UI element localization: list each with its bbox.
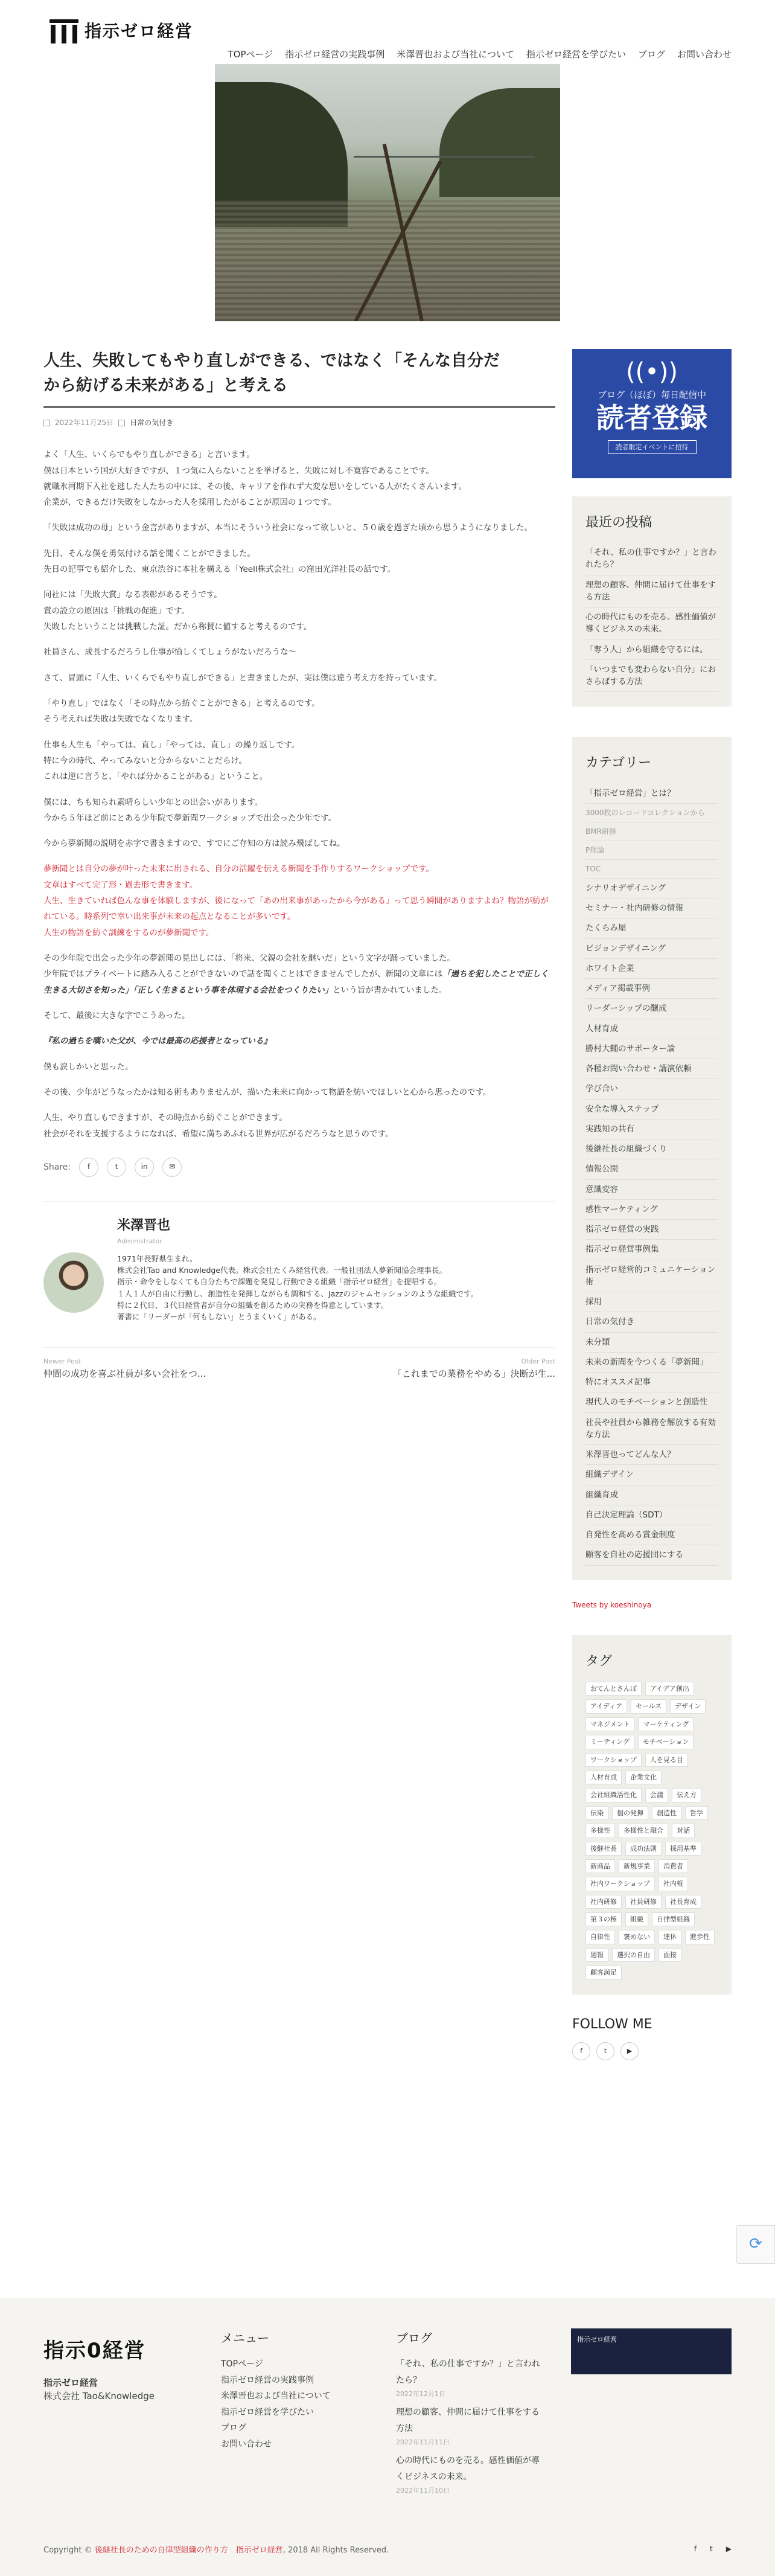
tag-link[interactable]: モチベーション bbox=[638, 1735, 694, 1749]
category-link[interactable]: 指示ゼロ経営事例集 bbox=[585, 1240, 718, 1260]
facebook-icon[interactable]: f bbox=[694, 2545, 697, 2553]
category-link[interactable]: 「指示ゼロ経営」とは？ bbox=[585, 784, 718, 804]
post-paragraph: 僕も涙しかいと思った。 bbox=[43, 1062, 133, 1072]
category-link[interactable]: 自己決定理論（SDT） bbox=[585, 1505, 718, 1525]
tag-link[interactable]: マーケティング bbox=[639, 1717, 694, 1731]
post-paragraph: そして、最後に大きな字でこうあった。 bbox=[43, 1010, 190, 1020]
tag-link[interactable]: 人材育成 bbox=[585, 1770, 622, 1784]
tag-link[interactable]: 社内報 bbox=[659, 1877, 688, 1891]
author-box bbox=[43, 1201, 555, 1323]
footer-social bbox=[694, 2543, 732, 2555]
category-link[interactable]: 組織デザイン bbox=[585, 1465, 718, 1485]
category-link[interactable]: 未来の新聞を今つくる「夢新聞」 bbox=[585, 1353, 718, 1373]
tag-link[interactable]: 社長育成 bbox=[665, 1895, 701, 1909]
category-widget bbox=[572, 737, 732, 1580]
tag-link[interactable]: 会議 bbox=[645, 1788, 668, 1802]
tag-link[interactable]: 消費者 bbox=[659, 1859, 688, 1873]
category-link[interactable]: 特にオススメ記事 bbox=[585, 1373, 718, 1392]
post-meta bbox=[43, 417, 555, 429]
category-title: カテゴリー bbox=[585, 755, 652, 771]
logo-text: 指示ゼロ経営 bbox=[85, 21, 194, 41]
nav-about[interactable]: 米澤晋也および当社について bbox=[397, 49, 514, 60]
tag-link[interactable]: 社内研修 bbox=[585, 1895, 622, 1909]
tag-link[interactable]: 会社組織活性化 bbox=[585, 1788, 642, 1802]
tag-link[interactable]: 社内ワークショップ bbox=[585, 1877, 655, 1891]
tag-link[interactable]: 哲学 bbox=[685, 1806, 708, 1820]
tag-link[interactable]: おてんとさんぽ bbox=[585, 1682, 642, 1696]
footer-blog-item[interactable]: 「それ、私の仕事ですか？」と言われたら？ bbox=[396, 2359, 540, 2385]
category-link[interactable]: 各種お問い合わせ・講演依頼 bbox=[585, 1059, 718, 1079]
category-link[interactable]: リーダーシップの醸成 bbox=[585, 999, 718, 1019]
tag-link[interactable]: 社員研修 bbox=[625, 1895, 662, 1909]
twitter-icon[interactable]: t bbox=[710, 2545, 713, 2553]
tag-link[interactable]: 週報 bbox=[585, 1948, 608, 1962]
tag-link[interactable]: セールス bbox=[631, 1699, 666, 1713]
post-paragraph: その少年院で出会った少年の夢新聞の見出しには、「将来、父親の会社を継いだ」という文字が踊っていました。 少年院ではプライベートに踏み入ることができないので話を聞くことはできませんでしたが、新聞の文章には「過ちを犯したことで正しく生きる大切さを知った」「正しく生きるという事を体現する会社をつくりたい」という旨が書かれていました。 bbox=[43, 953, 549, 995]
twitter-timeline-link[interactable]: Tweets by koeshinoya bbox=[572, 1600, 652, 1609]
category-link[interactable]: 指示ゼロ経営の実践 bbox=[585, 1220, 718, 1240]
category-link[interactable]: 組織育成 bbox=[585, 1485, 718, 1505]
youtube-icon[interactable]: ▶ bbox=[620, 2042, 639, 2060]
calendar-icon bbox=[43, 420, 50, 426]
category-link[interactable]: 現代人のモチベーションと創造性 bbox=[585, 1392, 718, 1412]
tag-link[interactable]: 顧客満足 bbox=[585, 1966, 622, 1979]
category-link[interactable]: TOC bbox=[585, 860, 718, 879]
tag-link[interactable]: 選択の自由 bbox=[612, 1948, 655, 1962]
category-link[interactable]: BMR研修 bbox=[585, 822, 718, 841]
twitter-icon[interactable]: t bbox=[107, 1158, 126, 1177]
post-paragraph: さて、冒頭に「人生、いくらでもやり直しができる」と書きましたが、実は僕は違う考え方を持っています。 bbox=[43, 673, 442, 683]
tag-link[interactable]: 多様性と融合 bbox=[619, 1824, 668, 1837]
copyright-link[interactable]: 後継社長のための自律型組織の作り方 指示ゼロ経営 bbox=[94, 2546, 283, 2555]
tag-link[interactable]: ワークショップ bbox=[585, 1753, 642, 1767]
category-link[interactable]: セミナー・社内研修の情報 bbox=[585, 899, 718, 918]
category-link[interactable]: ビジョンデザイニング bbox=[585, 939, 718, 959]
footer-blog-item[interactable]: 理想の顧客、仲間に届けて仕事をする方法 bbox=[396, 2408, 540, 2433]
category-link[interactable]: 人材育成 bbox=[585, 1019, 718, 1039]
post-paragraph: 「失敗は成功の母」という金言がありますが、本当にそういう社会になって欲しいと、５０歳を過ぎた頃から思うようになりました。 bbox=[43, 523, 532, 533]
tag-link[interactable]: 対話 bbox=[672, 1824, 695, 1837]
copyright: Copyright © 後継社長のための自律型組織の作り方 指示ゼロ経営, 2018 All Rights Reserved. bbox=[43, 2546, 389, 2555]
author-role: Administrator bbox=[117, 1237, 162, 1245]
follow-widget bbox=[572, 2014, 732, 2060]
nav-learn[interactable]: 指示ゼロ経営を学びたい bbox=[526, 49, 626, 60]
dream-newspaper-note: 夢新聞とは自分の夢が叶った未来に出される、自分の活躍を伝える新聞を手作りするワークショップです。 文章はすべて完了形・過去形で書きます。 人生、生きていれば色んな事を体験しますが、後になって「あの出来事があったから今がある」って思う瞬間がありますよね？物語が紡がれている。時系列で幸い出来事が未来の起点となることが多いです。 人生の物語を紡ぐ訓練をするのが夢新聞です。 bbox=[43, 864, 549, 938]
footer-company-2: 株式会社 Tao&Knowledge bbox=[43, 2391, 155, 2401]
post-paragraph: その後、少年がどうなったかは知る術もありませんが、描いた未来に向かって物語を紡いでほしいと心から思ったのです。 bbox=[43, 1087, 491, 1097]
post-paragraph: 同社には「失敗大賞」なる表彰があるそうです。 賞の設立の原因は「挑戦の促進」です。 失敗したということは挑戦した証。だから称賛に値すると考えるのです。 bbox=[43, 590, 312, 632]
youtube-icon[interactable]: ▶ bbox=[726, 2545, 732, 2553]
footer-menu-item[interactable]: お問い合わせ bbox=[221, 2439, 272, 2449]
recent-post-link[interactable]: 「それ、私の仕事ですか？」と言われたら？ bbox=[585, 543, 718, 575]
follow-title: FOLLOW ME bbox=[572, 2016, 652, 2032]
category-link[interactable]: 未分類 bbox=[585, 1333, 718, 1353]
tag-link[interactable]: 褒めない bbox=[619, 1930, 655, 1944]
avatar bbox=[43, 1252, 104, 1313]
mail-icon[interactable]: ✉ bbox=[162, 1158, 182, 1177]
tag-link[interactable]: 面接 bbox=[659, 1948, 681, 1962]
footer-blog-item[interactable]: 心の時代にものを売る。感性価値が導くビジネスの未来。 bbox=[396, 2456, 540, 2482]
category-link[interactable]: 実践知の共有 bbox=[585, 1120, 718, 1139]
subscribe-banner[interactable]: ((•)) ブログ（ほぼ）毎日配信中 読者登録 読者限定イベントに招待 bbox=[572, 349, 732, 478]
article bbox=[43, 349, 555, 1381]
category-link[interactable]: シナリオデザイニング bbox=[585, 879, 718, 899]
sidebar bbox=[572, 349, 732, 2060]
footer-promo-video[interactable]: 指示ゼロ経営 bbox=[571, 2328, 732, 2374]
facebook-icon[interactable]: f bbox=[79, 1158, 98, 1177]
category-link[interactable]: 勝村大輔のサポーター論 bbox=[585, 1039, 718, 1059]
hero-image-railway bbox=[215, 64, 560, 321]
tag-link[interactable]: 多様性 bbox=[585, 1824, 615, 1837]
tag-title: タグ bbox=[585, 1653, 613, 1669]
nav-blog[interactable]: ブログ bbox=[637, 49, 665, 60]
post-paragraph: 社員さん、成長するだろうし仕事が愉しくてしょうがないだろうな〜 bbox=[43, 647, 297, 658]
category-link[interactable]: メディア掲載事例 bbox=[585, 979, 718, 999]
author-name[interactable]: 米澤晋也 bbox=[117, 1217, 171, 1233]
tag-link[interactable]: 伝染 bbox=[585, 1806, 608, 1820]
post-paragraph: 「やり直し」ではなく「その時点から紡ぐことができる」と考えるのです。 そう考えれば失敗は失敗でなくなります。 bbox=[43, 698, 320, 725]
site-logo[interactable] bbox=[49, 18, 193, 45]
tag-link[interactable]: 新商品 bbox=[585, 1859, 615, 1873]
category-link[interactable]: 採用 bbox=[585, 1292, 718, 1312]
tag-link[interactable]: 組織 bbox=[625, 1912, 648, 1926]
nav-top[interactable]: TOPページ bbox=[228, 49, 273, 60]
recent-post-link[interactable]: 「奪う人」から組織を守るには。 bbox=[585, 640, 718, 660]
post-category[interactable]: 日常の気付き bbox=[130, 418, 174, 427]
linkedin-icon[interactable]: in bbox=[135, 1158, 154, 1177]
footer-company: 指示ゼロ経営 bbox=[43, 2377, 98, 2388]
folder-icon bbox=[118, 420, 125, 426]
wifi-icon: ((•)) bbox=[625, 358, 678, 386]
tag-link[interactable]: 採用基準 bbox=[665, 1842, 701, 1856]
post-title: 人生、失敗してもやり直しができる、ではなく「そんな自分だ から紡げる未来がある」と考える bbox=[43, 349, 555, 408]
tag-link[interactable]: 個の発揮 bbox=[612, 1806, 648, 1820]
global-nav bbox=[228, 47, 732, 62]
italic-quote: 『私の過ちを嘆いた父が、今では最高の応援者となっている』 bbox=[43, 1036, 272, 1046]
category-link[interactable]: 3000枚のレコードコレクションから bbox=[585, 804, 718, 822]
post-paragraph: 人生、やり直しもできますが、その時点から紡ぐことができます。 社会がそれを支援するようになれば、希望に満ちあふれる世界が広がるだろうなと思うのです。 bbox=[43, 1113, 394, 1139]
post-navigation bbox=[43, 1347, 555, 1382]
post-paragraph: 今から夢新聞の説明を赤字で書きますので、すでにご存知の方は読み飛ばしてね。 bbox=[43, 839, 345, 849]
recent-post-link[interactable]: 理想の顧客、仲間に届けて仕事をする方法 bbox=[585, 575, 718, 608]
tag-link[interactable]: 自律性 bbox=[585, 1930, 615, 1944]
footer-menu-item[interactable]: 指示ゼロ経営を学びたい bbox=[221, 2407, 314, 2417]
footer-blog: ブログ 「それ、私の仕事ですか？」と言われたら？ 2022年12月1日 理想の顧客、仲間に届けて仕事をする方法 2022年11月11日 心の時代にものを売る。感性価値が導くビジネスの未来。 2022年11月10日 bbox=[396, 2331, 540, 2495]
tag-link[interactable]: 第３の極 bbox=[585, 1912, 622, 1926]
site-footer bbox=[0, 2298, 775, 2576]
tag-link[interactable]: 成功法則 bbox=[625, 1842, 662, 1856]
category-link[interactable]: 日常の気付き bbox=[585, 1312, 718, 1332]
tag-link[interactable]: 自律型組織 bbox=[652, 1912, 695, 1926]
post-paragraph: 仕事も人生も「やっては、直し」「やっては、直し」の繰り返しです。 特に今の時代、やってみないと分からないことだらけ。 これは逆に言うと、「やれば分かることがある」ということ。 bbox=[43, 740, 300, 782]
tag-link[interactable]: ミーティング bbox=[585, 1735, 634, 1749]
footer-menu-item[interactable]: 指示ゼロ経営の実践事例 bbox=[221, 2375, 314, 2385]
category-link[interactable]: 学び合い bbox=[585, 1079, 718, 1099]
logo-pillars-icon bbox=[49, 19, 78, 43]
footer-logo[interactable]: 指示0経営 bbox=[43, 2339, 146, 2363]
tag-link[interactable]: 連休 bbox=[659, 1930, 681, 1944]
category-link[interactable]: 感性マーケティング bbox=[585, 1200, 718, 1220]
author-bio: 1971年長野県生まれ。 株式会社Tao and Knowledge代表。株式会社たくみ経営代表。一般社団法人夢新聞協会理事長。 指示・命令をしなくても自分たちで課題を発見し行動できる組織「指示ゼロ経営」を提唱する。 １人１人が自由に行動し、創造性を発揮しながらも調和する、Jazzのジャムセッションのような組織です。 特に２代目、３代目経営者が自分の組織を創るための実務を得意としています。 著書に「リーダーが「何もしない」とうまくいく」がある。 bbox=[117, 1254, 478, 1322]
post-body bbox=[43, 447, 555, 1142]
next-post-link[interactable]: Older Post 「これまでの業務をやめる」決断が生... bbox=[392, 1357, 555, 1380]
recent-posts-widget bbox=[572, 496, 732, 706]
share-label: Share: bbox=[43, 1162, 71, 1172]
post-paragraph: 先日、そんな僕を勇気付ける話を聞くことができました。 先日の記事でも紹介した、東京渋谷に本社を構える「Yeell株式会社」の窪田光洋社長の話です。 bbox=[43, 548, 395, 575]
category-link[interactable]: 顧客を自社の応援団にする bbox=[585, 1545, 718, 1565]
category-link[interactable]: ホワイト企業 bbox=[585, 959, 718, 979]
category-link[interactable]: 社長や社員から雑務を解放する有効な方法 bbox=[585, 1413, 718, 1446]
recaptcha-badge[interactable]: ⟳ bbox=[736, 2225, 775, 2264]
tag-link[interactable]: デザイン bbox=[670, 1699, 706, 1713]
category-link[interactable]: 指示ゼロ経営的コミュニケーション術 bbox=[585, 1260, 718, 1293]
nav-contact[interactable]: お問い合わせ bbox=[677, 49, 732, 60]
tag-link[interactable]: 後継社長 bbox=[585, 1842, 622, 1856]
tag-widget bbox=[572, 1635, 732, 1994]
post-date: 2022年11月25日 bbox=[55, 418, 114, 427]
category-link[interactable]: 意識変容 bbox=[585, 1180, 718, 1200]
recent-post-link[interactable]: 「いつまでも変わらない自分」におさらばする方法 bbox=[585, 660, 718, 693]
category-link[interactable]: 後継社長の組織づくり bbox=[585, 1139, 718, 1159]
tag-link[interactable]: 創造性 bbox=[652, 1806, 681, 1820]
tag-link[interactable]: 伝え方 bbox=[672, 1788, 701, 1802]
tag-link[interactable]: 新規事業 bbox=[619, 1859, 655, 1873]
post-paragraph: よく「人生、いくらでもやり直しができる」と言います。 僕は日本という国が大好きですが、１つ気に入らないことを挙げると、失敗に対し不寛容であることです。 就職氷河期下入社を逃した人たちの中には、その後、キャリアを作れず大変な思いをしている人がたくさんいます。 企業が、できるだけ失敗をしなかった人を採用したがることが原因の１つです。 bbox=[43, 450, 467, 508]
post-paragraph: 僕には、ちも知られ素晴らしい少年との出会いがあります。 今から５年ほど前にとある少年院で夢新聞ワークショップで出会った少年です。 bbox=[43, 797, 337, 823]
twitter-icon[interactable]: t bbox=[596, 2042, 614, 2060]
footer-menu-item[interactable]: ブログ bbox=[221, 2423, 246, 2433]
share-bar bbox=[43, 1158, 555, 1177]
footer-menu: メニュー TOPページ 指示ゼロ経営の実践事例 米澤晋也および当社について 指示ゼロ経営を学びたい ブログ お問い合わせ bbox=[221, 2331, 331, 2449]
category-link[interactable]: 米澤晋也ってどんな人？ bbox=[585, 1445, 718, 1465]
category-link[interactable]: P理論 bbox=[585, 841, 718, 860]
recent-post-link[interactable]: 心の時代にものを売る。感性価値が導くビジネスの未来。 bbox=[585, 607, 718, 640]
prev-post-link[interactable]: Newer Post 仲間の成功を喜ぶ社員が多い会社をつ... bbox=[43, 1357, 206, 1380]
recent-posts-title: 最近の投稿 bbox=[585, 515, 652, 530]
tag-link[interactable]: アイデア創出 bbox=[645, 1682, 694, 1696]
tag-link[interactable]: 人を見る目 bbox=[645, 1753, 688, 1767]
category-link[interactable]: 自発性を高める賞金制度 bbox=[585, 1525, 718, 1545]
site-header bbox=[0, 0, 775, 64]
footer-menu-item[interactable]: 米澤晋也および当社について bbox=[221, 2391, 331, 2401]
footer-menu-item[interactable]: TOPページ bbox=[221, 2359, 263, 2369]
tag-link[interactable]: 企業文化 bbox=[625, 1770, 662, 1784]
nav-cases[interactable]: 指示ゼロ経営の実践事例 bbox=[285, 49, 385, 60]
category-link[interactable]: 情報公開 bbox=[585, 1159, 718, 1179]
category-link[interactable]: 安全な導入ステップ bbox=[585, 1100, 718, 1120]
category-link[interactable]: たくらみ屋 bbox=[585, 918, 718, 938]
facebook-icon[interactable]: f bbox=[572, 2042, 590, 2060]
tag-link[interactable]: 進歩性 bbox=[685, 1930, 715, 1944]
tag-link[interactable]: アイディア bbox=[585, 1699, 627, 1713]
tag-link[interactable]: マネジメント bbox=[585, 1717, 635, 1731]
